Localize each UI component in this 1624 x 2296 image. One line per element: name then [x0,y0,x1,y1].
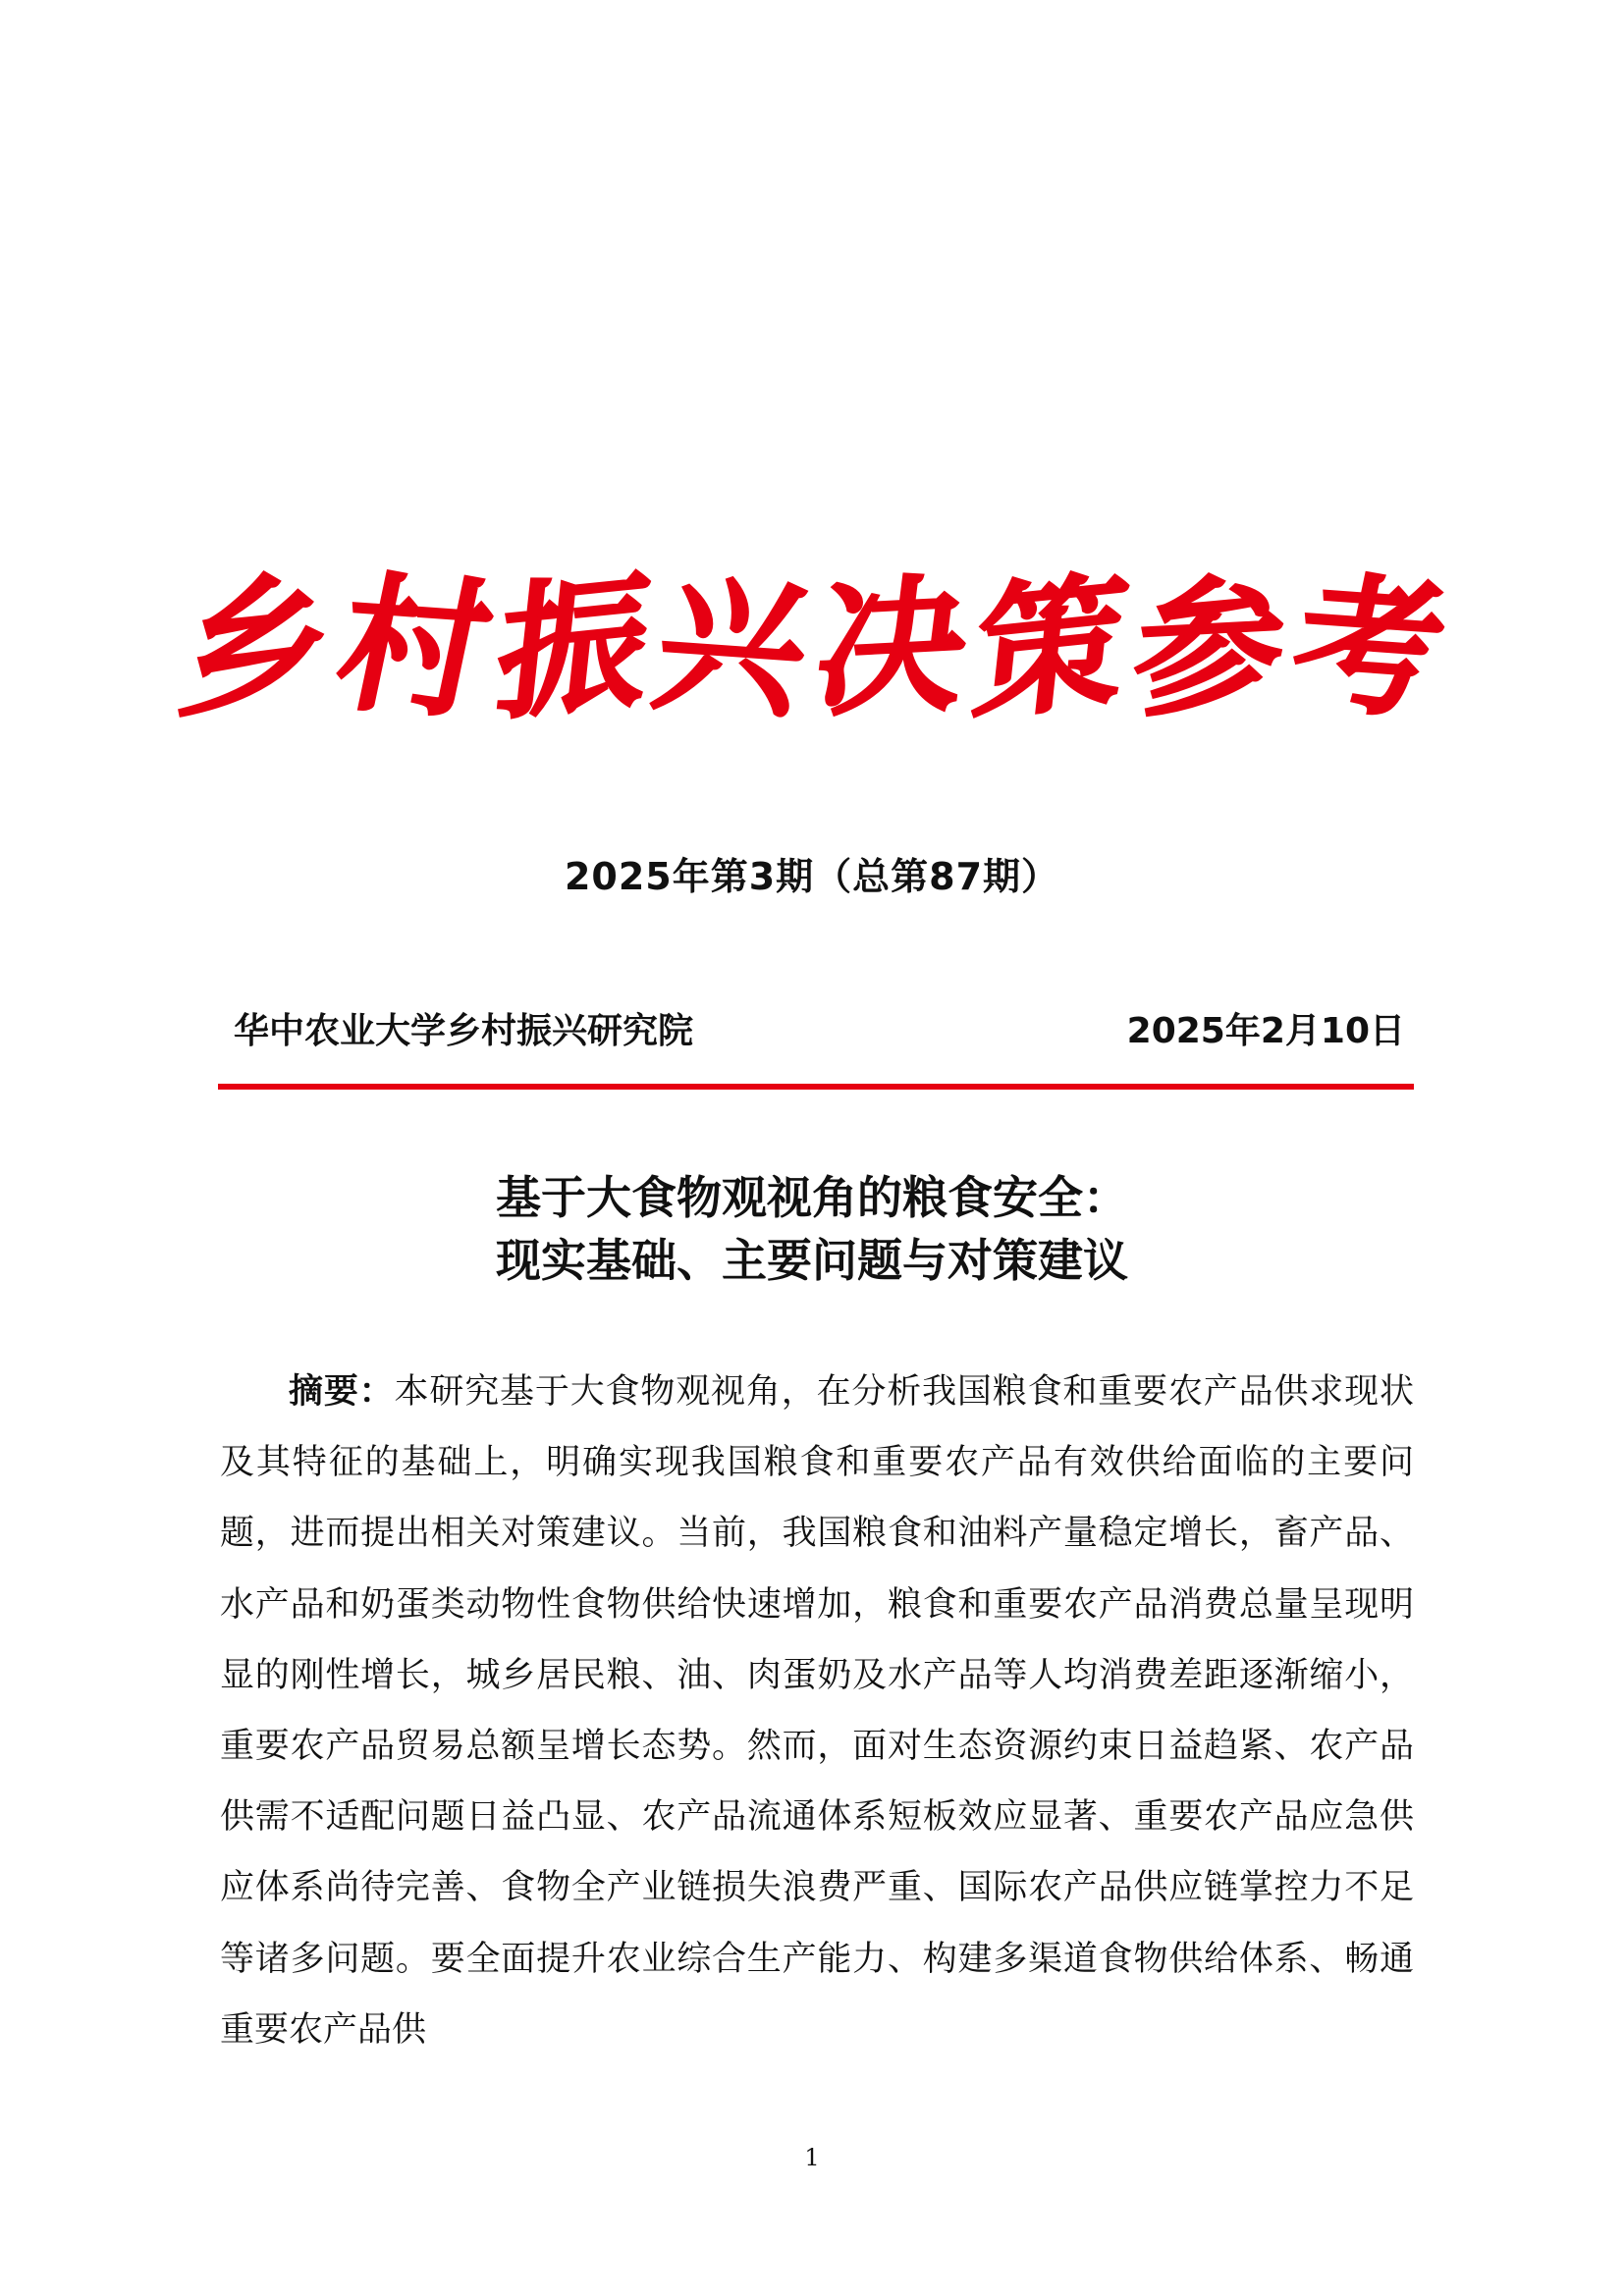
masthead-char: 参 [1124,558,1295,738]
red-divider [218,1084,1414,1090]
title-line-2: 现实基础、主要问题与对策建议 [496,1234,1128,1287]
masthead-char: 考 [1277,556,1460,740]
masthead-char: 决 [806,558,977,738]
article-title [0,1166,1624,1292]
publisher-name: 华中农业大学乡村振兴研究院 [234,1011,694,1051]
masthead-title [0,550,1624,746]
masthead-char: 村 [323,556,506,740]
title-line-1: 基于大食物观视角的粮食安全： [496,1171,1128,1224]
abstract-text: 本研究基于大食物观视角，在分析我国粮食和重要农产品供求现状及其特征的基础上，明确实现我国粮食和重要农产品有效供给面临的主要问题，进而提出相关对策建议。当前，我国粮食和油料产量稳定增长，畜产品、水产品和奶蛋类动物性食物供给快速增加，粮食和重要农产品消费总量呈现明显的刚性增长，城乡居民粮、油、肉蛋奶及水产品等人均消费差距逐渐缩小，重要农产品贸易总额呈增长态势。然而，面对生态资源约束日益趋紧、农产品供需不适配问题日益凸显、农产品流通体系短板效应显著、重要农产品应急供应体系尚待完善、食物全产业链损失浪费严重、国际农产品供应链掌控力不足等诸多问题。要全面提升农业综合生产能力、构建多渠道食物供给体系、畅通重要农产品供 [220,1372,1414,2050]
masthead-char: 乡 [170,558,341,738]
abstract-paragraph [220,1357,1414,2065]
masthead-char: 振 [489,554,658,742]
publication-date: 2025年2月10日 [1126,1011,1405,1051]
page-number: 1 [804,2144,820,2171]
masthead-char: 策 [966,554,1135,742]
publication-meta [234,1003,1405,1053]
abstract-label: 摘要： [289,1372,395,1412]
issue-number: 2025年第3期（总第87期） [564,855,1060,898]
masthead-char: 兴 [641,556,824,740]
